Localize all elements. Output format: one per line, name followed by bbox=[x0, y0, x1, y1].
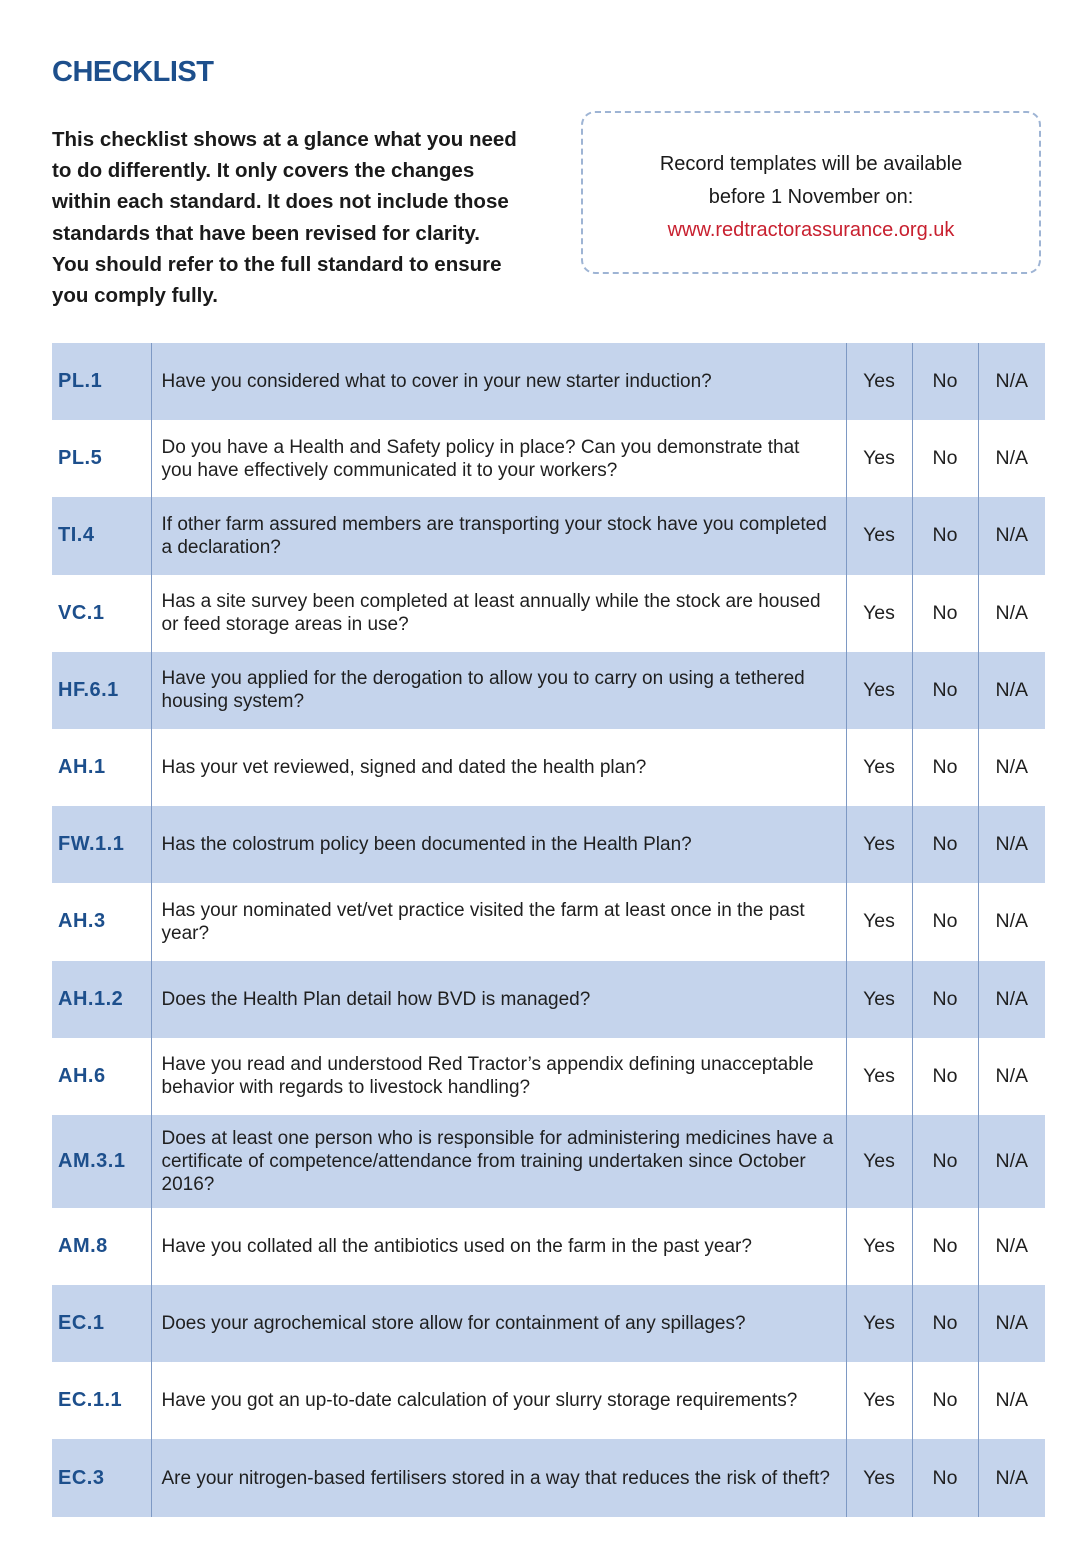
option-na[interactable]: N/A bbox=[978, 1038, 1045, 1115]
checklist-question: Has the colostrum policy been documented in the Health Plan? bbox=[151, 806, 846, 883]
standard-code: FW.1.1 bbox=[58, 833, 125, 856]
option-yes[interactable]: Yes bbox=[846, 343, 912, 420]
standard-code: PL.5 bbox=[58, 447, 103, 470]
checklist-question: Are your nitrogen-based fertilisers stored in a way that reduces the risk of theft? bbox=[151, 1439, 846, 1516]
option-yes[interactable]: Yes bbox=[846, 1362, 912, 1439]
table-row bbox=[52, 729, 1045, 806]
option-na[interactable]: N/A bbox=[978, 420, 1045, 497]
standard-code: VC.1 bbox=[58, 601, 105, 624]
checklist-question: Does the Health Plan detail how BVD is managed? bbox=[151, 961, 846, 1038]
standard-code: EC.1 bbox=[58, 1312, 105, 1335]
option-na[interactable]: N/A bbox=[978, 1285, 1045, 1362]
record-templates-notice bbox=[581, 111, 1041, 274]
table-row bbox=[52, 806, 1045, 883]
notice-line-2: before 1 November on: bbox=[708, 186, 914, 208]
standard-code: EC.3 bbox=[58, 1466, 105, 1489]
table-row bbox=[52, 343, 1045, 420]
checklist-question: Have you considered what to cover in your new starter induction? bbox=[151, 343, 846, 420]
standard-code: AM.3.1 bbox=[58, 1149, 126, 1172]
table-row bbox=[52, 1038, 1045, 1115]
option-na[interactable]: N/A bbox=[978, 961, 1045, 1038]
table-row bbox=[52, 1285, 1045, 1362]
option-no[interactable]: No bbox=[912, 961, 978, 1038]
option-yes[interactable]: Yes bbox=[846, 652, 912, 729]
option-na[interactable]: N/A bbox=[978, 343, 1045, 420]
checklist-question: Does at least one person who is responsible for administering medicines have a certificate of competence/attendance from training undertaken since October 2016? bbox=[151, 1115, 846, 1208]
option-no[interactable]: No bbox=[912, 652, 978, 729]
option-yes[interactable]: Yes bbox=[846, 729, 912, 806]
option-no[interactable]: No bbox=[912, 729, 978, 806]
table-row bbox=[52, 961, 1045, 1038]
option-no[interactable]: No bbox=[912, 806, 978, 883]
standard-code: EC.1.1 bbox=[58, 1389, 123, 1412]
table-row bbox=[52, 575, 1045, 652]
option-no[interactable]: No bbox=[912, 497, 978, 574]
option-no[interactable]: No bbox=[912, 1362, 978, 1439]
option-yes[interactable]: Yes bbox=[846, 883, 912, 960]
table-row bbox=[52, 1439, 1045, 1516]
option-yes[interactable]: Yes bbox=[846, 1285, 912, 1362]
option-no[interactable]: No bbox=[912, 575, 978, 652]
option-yes[interactable]: Yes bbox=[846, 1439, 912, 1516]
option-yes[interactable]: Yes bbox=[846, 575, 912, 652]
option-na[interactable]: N/A bbox=[978, 883, 1045, 960]
standard-code: AM.8 bbox=[58, 1234, 108, 1257]
checklist-question: Have you applied for the derogation to allow you to carry on using a tethered housing system? bbox=[151, 652, 846, 729]
table-row bbox=[52, 497, 1045, 574]
checklist-question: Have you read and understood Red Tractor’s appendix defining unacceptable behavior with regards to livestock handling? bbox=[151, 1038, 846, 1115]
checklist-question: Have you got an up-to-date calculation of your slurry storage requirements? bbox=[151, 1362, 846, 1439]
table-row bbox=[52, 883, 1045, 960]
option-na[interactable]: N/A bbox=[978, 497, 1045, 574]
option-no[interactable]: No bbox=[912, 1439, 978, 1516]
standard-code: AH.1.2 bbox=[58, 987, 124, 1010]
checklist-question: Has your nominated vet/vet practice visited the farm at least once in the past year? bbox=[151, 883, 846, 960]
table-row bbox=[52, 652, 1045, 729]
option-na[interactable]: N/A bbox=[978, 575, 1045, 652]
checklist-question: Does your agrochemical store allow for containment of any spillages? bbox=[151, 1285, 846, 1362]
standard-code: AH.6 bbox=[58, 1064, 106, 1087]
option-na[interactable]: N/A bbox=[978, 1208, 1045, 1285]
option-na[interactable]: N/A bbox=[978, 652, 1045, 729]
option-no[interactable]: No bbox=[912, 883, 978, 960]
notice-url-link[interactable]: www.redtractorassurance.org.uk bbox=[667, 219, 955, 241]
option-yes[interactable]: Yes bbox=[846, 1115, 912, 1208]
table-row bbox=[52, 1115, 1045, 1208]
standard-code: AH.3 bbox=[58, 910, 106, 933]
option-yes[interactable]: Yes bbox=[846, 806, 912, 883]
option-yes[interactable]: Yes bbox=[846, 497, 912, 574]
option-no[interactable]: No bbox=[912, 1285, 978, 1362]
notice-line-1: Record templates will be available bbox=[659, 153, 963, 175]
option-no[interactable]: No bbox=[912, 343, 978, 420]
checklist-question: Has your vet reviewed, signed and dated the health plan? bbox=[151, 729, 846, 806]
standard-code: AH.1 bbox=[58, 756, 106, 779]
option-na[interactable]: N/A bbox=[978, 1362, 1045, 1439]
option-yes[interactable]: Yes bbox=[846, 420, 912, 497]
page-title: CHECKLIST bbox=[52, 56, 214, 88]
option-na[interactable]: N/A bbox=[978, 729, 1045, 806]
standard-code: HF.6.1 bbox=[58, 678, 119, 701]
table-row bbox=[52, 420, 1045, 497]
table-row bbox=[52, 1208, 1045, 1285]
option-no[interactable]: No bbox=[912, 420, 978, 497]
standard-code: PL.1 bbox=[58, 370, 103, 393]
table-row bbox=[52, 1362, 1045, 1439]
option-na[interactable]: N/A bbox=[978, 1115, 1045, 1208]
option-no[interactable]: No bbox=[912, 1038, 978, 1115]
option-yes[interactable]: Yes bbox=[846, 1208, 912, 1285]
checklist-question: If other farm assured members are transporting your stock have you completed a declaration? bbox=[151, 497, 846, 574]
option-na[interactable]: N/A bbox=[978, 806, 1045, 883]
option-na[interactable]: N/A bbox=[978, 1439, 1045, 1516]
checklist-question: Do you have a Health and Safety policy in place? Can you demonstrate that you have effectively communicated it to your workers? bbox=[151, 420, 846, 497]
option-no[interactable]: No bbox=[912, 1115, 978, 1208]
intro-paragraph: This checklist shows at a glance what you need to do differently. It only covers the changes within each standard. It does not include those standards that have been revised for clarity. You should refer to the full standard to ensure you comply fully. bbox=[52, 128, 517, 308]
option-no[interactable]: No bbox=[912, 1208, 978, 1285]
checklist-question: Have you collated all the antibiotics used on the farm in the past year? bbox=[151, 1208, 846, 1285]
option-yes[interactable]: Yes bbox=[846, 961, 912, 1038]
option-yes[interactable]: Yes bbox=[846, 1038, 912, 1115]
checklist-question: Has a site survey been completed at least annually while the stock are housed or feed storage areas in use? bbox=[151, 575, 846, 652]
checklist-table bbox=[52, 343, 1045, 1517]
standard-code: TI.4 bbox=[58, 524, 95, 547]
